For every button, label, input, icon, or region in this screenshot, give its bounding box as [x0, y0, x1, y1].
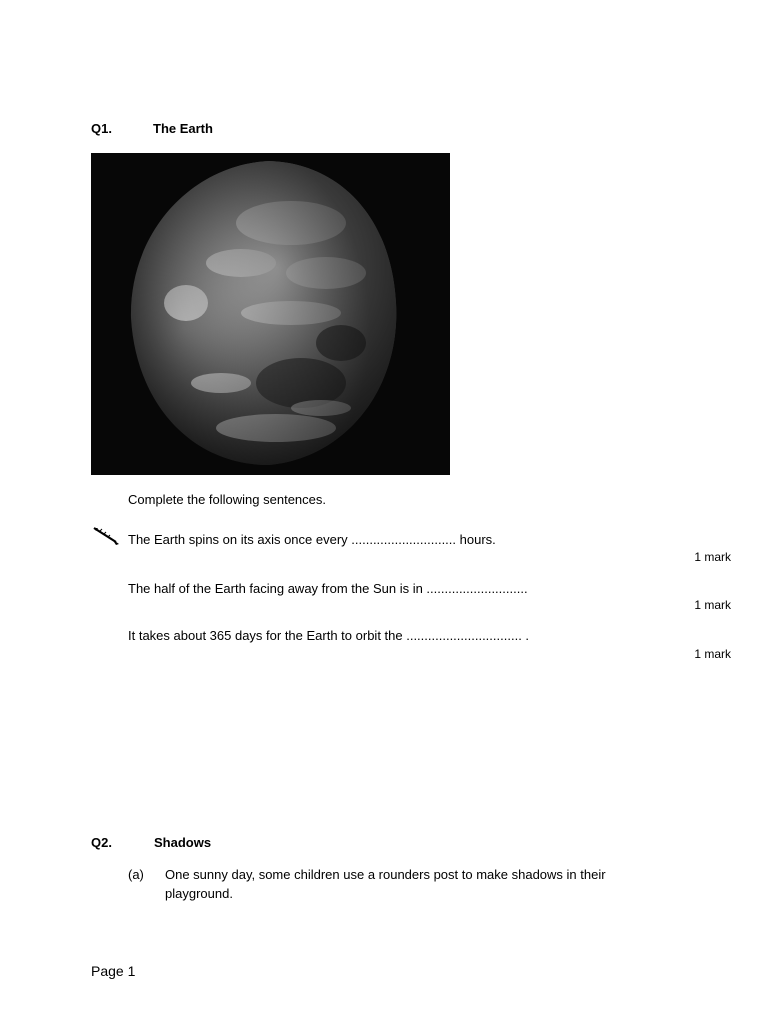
q1-instruction: Complete the following sentences.	[128, 492, 327, 507]
q1-sentence-2: The half of the Earth facing away from the Sun is in ............................	[128, 581, 528, 596]
q2-part-a-label: (a)	[128, 867, 144, 882]
pencil-icon	[92, 525, 122, 552]
q1-sentence-3: It takes about 365 days for the Earth to orbit the ................................ .	[128, 628, 530, 643]
page-number: Page 1	[91, 963, 136, 979]
q1-mark-2: 1 mark	[694, 598, 731, 612]
q2-number: Q2.	[91, 835, 112, 850]
earth-photo	[91, 153, 450, 475]
q1-mark-3: 1 mark	[694, 647, 731, 661]
q2-part-a-line-1: One sunny day, some children use a rounders post to make shadows in their	[165, 867, 606, 882]
q2-part-a-line-2: playground.	[165, 886, 233, 901]
q1-number: Q1.	[91, 121, 112, 136]
q1-title: The Earth	[153, 121, 213, 136]
q1-mark-1: 1 mark	[694, 550, 731, 564]
q2-title: Shadows	[154, 835, 212, 850]
q1-sentence-1: The Earth spins on its axis once every ............................. hours.	[128, 532, 496, 547]
